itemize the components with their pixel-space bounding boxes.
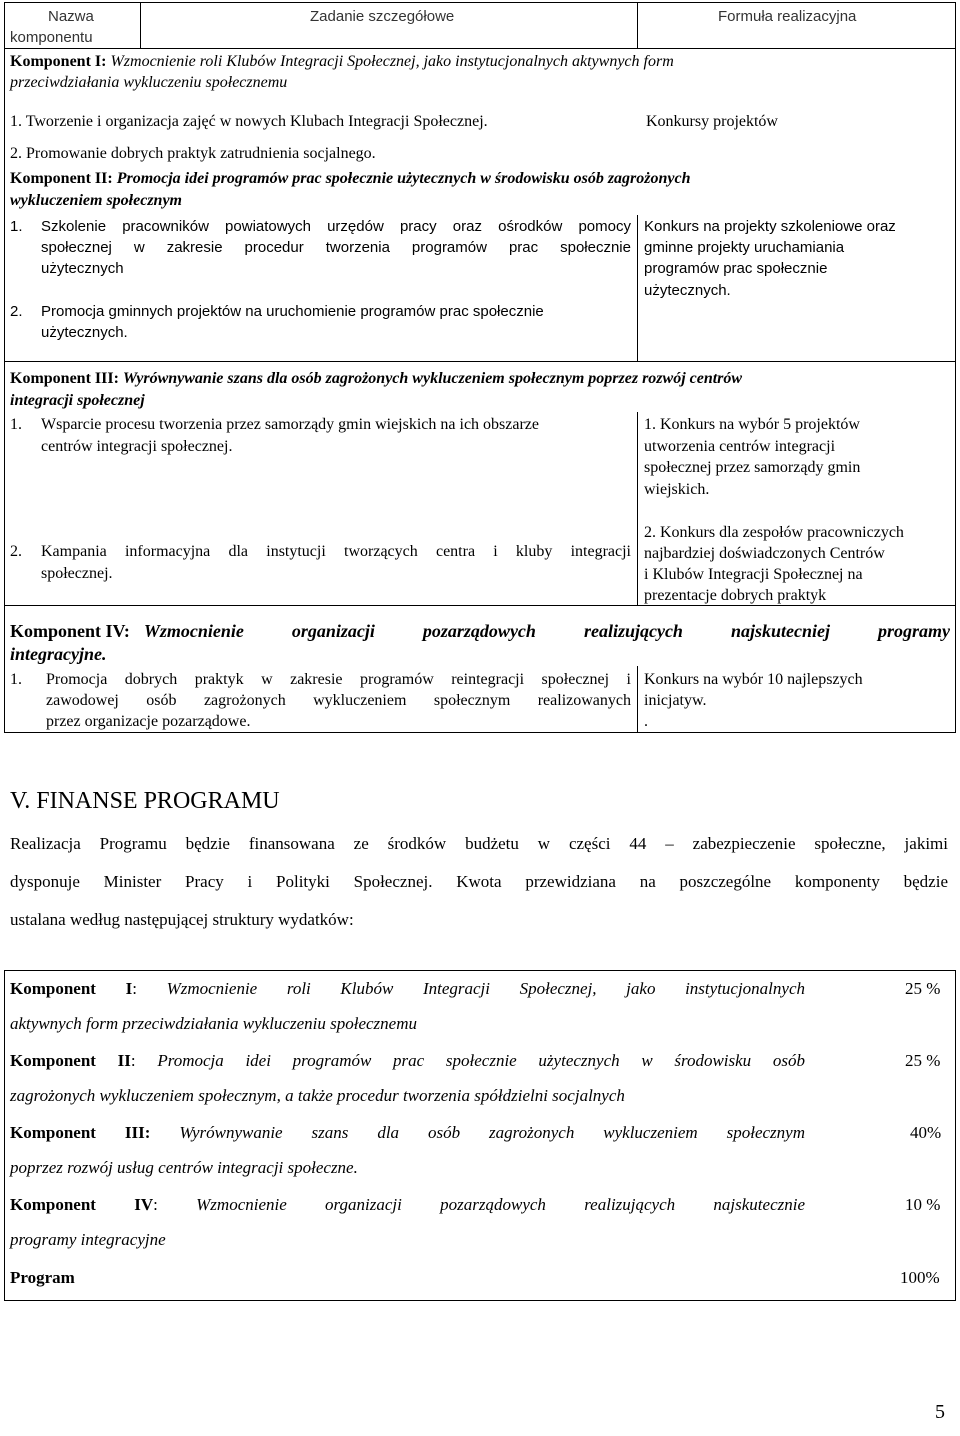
k4-task1-line2: zawodowej osób zagrożonych wykluczeniem społecznym realizowanych: [46, 692, 631, 709]
k3-formula2-line2: najbardziej doświadczonych Centrów: [644, 545, 885, 562]
k4-task1-line3: przez organizacje pozarządowe.: [46, 713, 251, 730]
table-border-top: [4, 2, 956, 3]
budget-row-4-line2: programy integracyjne: [10, 1230, 166, 1249]
k2-formula-line2: gminne projekty uruchamiania: [644, 239, 845, 256]
page-number: 5: [935, 1401, 945, 1423]
k4-col-divider: [637, 666, 638, 733]
k2-bottom-line: [4, 361, 956, 362]
section-heading: V. FINANSE PROGRAMU: [10, 788, 280, 814]
k4-title-line2: integracyjne.: [10, 644, 107, 664]
budget-border-right: [955, 970, 956, 1301]
k3-formula2-line3: i Klubów Integracji Społecznej na: [644, 566, 863, 583]
k2-task1-num: 1.: [10, 218, 23, 235]
section-paragraph-line1: Realizacja Programu będzie finansowana ze środków budżetu w części 44 – zabezpieczenie społeczne, jakimi: [10, 834, 948, 853]
k3-formula1-line3: społecznej przez samorządy gmin: [644, 459, 861, 476]
k2-task2-line2: użytecznych.: [41, 324, 128, 341]
budget-row-3-line2: poprzez rozwój usług centrów integracji społeczne.: [10, 1158, 358, 1177]
budget-total-label: Program: [10, 1268, 75, 1287]
header-col2: Zadanie szczegółowe: [310, 8, 455, 25]
header-divider-2: [637, 2, 638, 49]
k4-formula-line3: .: [644, 713, 648, 730]
k1-task1: 1. Tworzenie i organizacja zajęć w nowych Klubach Integracji Społecznej.: [10, 113, 488, 130]
k3-task2-line2: społecznej.: [41, 565, 113, 582]
header-col1-line2: komponentu: [10, 29, 93, 46]
budget-border-left: [4, 970, 5, 1301]
k3-task2-line1: Kampania informacyjna dla instytucji tworzących centra i kluby integracji: [41, 543, 631, 560]
k3-task1-num: 1.: [10, 416, 22, 433]
k4-task1-line1: Promocja dobrych praktyk w zakresie programów reintegracji społecznej i: [46, 671, 631, 688]
section-paragraph-line2: dysponuje Minister Pracy i Polityki Społecznej. Kwota przewidziana na poszczególne komponenty będzie: [10, 872, 948, 891]
k3-title: Komponent III: Wyrównywanie szans dla osób zagrożonych wykluczeniem społecznym poprzez rozwój centrów: [10, 370, 743, 387]
k3-title-line2: integracji społecznej: [10, 392, 145, 409]
k2-task1-line2: społecznej w zakresie procedur tworzenia programów prac społecznie: [41, 239, 631, 256]
k2-formula-line3: programów prac społecznie: [644, 260, 828, 277]
header-row-line: [4, 48, 956, 49]
budget-row-2-line2: zagrożonych wykluczeniem społecznym, a także procedur tworzenia spółdzielni socjalnych: [10, 1086, 625, 1105]
k3-formula1-line1: 1. Konkurs na wybór 5 projektów: [644, 416, 860, 433]
k3-formula2-line1: 2. Konkurs dla zespołów pracowniczych: [644, 524, 904, 541]
k2-title-line2: wykluczeniem społecznym: [10, 192, 182, 209]
k4-title: Komponent IV: Wzmocnienie organizacji pozarządowych realizujących najskutecniej programy: [10, 621, 950, 641]
k2-task1-line1: Szkolenie pracowników powiatowych urzędów pracy oraz ośrodków pomocy: [41, 218, 631, 235]
k3-formula1-line2: utworzenia centrów integracji: [644, 438, 836, 455]
k3-task1-line1: Wsparcie procesu tworzenia przez samorządy gmin wiejskich na ich obszarze: [41, 416, 539, 433]
k3-formula2-line4: prezentacje dobrych praktyk: [644, 587, 827, 604]
k3-task1-line2: centrów integracji społecznej.: [41, 438, 233, 455]
budget-border-bottom: [4, 1300, 956, 1301]
k2-title: Komponent II: Promocja idei programów prac społecznie użytecznych w środowisku osób zagrożonych: [10, 170, 691, 187]
budget-row-2-pct: 25 %: [905, 1051, 941, 1070]
header-divider-1: [140, 2, 141, 49]
k1-formula: Konkursy projektów: [646, 113, 778, 130]
k2-col-divider: [637, 215, 638, 361]
k1-task2: 2. Promowanie dobrych praktyk zatrudnienia socjalnego.: [10, 145, 376, 162]
table-border-right: [955, 2, 956, 733]
budget-row-1-pct: 25 %: [905, 979, 941, 998]
budget-row-1-line2: aktywnych form przeciwdziałania wykluczeniu społecznemu: [10, 1014, 417, 1033]
k4-formula-line1: Konkurs na wybór 10 najlepszych: [644, 671, 863, 688]
budget-row-1-line1: Komponent I: Wzmocnienie roli Klubów Integracji Społecznej, jako instytucjonalnych: [10, 979, 805, 998]
budget-row-4-pct: 10 %: [905, 1195, 941, 1214]
table-border-left: [4, 2, 5, 733]
k2-formula-line1: Konkurs na projekty szkoleniowe oraz: [644, 218, 896, 235]
budget-total-pct: 100%: [900, 1268, 940, 1287]
k4-formula-line2: inicjatyw.: [644, 692, 707, 709]
budget-row-2-line1: Komponent II: Promocja idei programów prac społecznie użytecznych w środowisku osób: [10, 1051, 805, 1070]
budget-row-4-line1: Komponent IV: Wzmocnienie organizacji pozarządowych realizujących najskutecznie: [10, 1195, 805, 1214]
k2-formula-line4: użytecznych.: [644, 282, 731, 299]
header-col1-line1: Nazwa: [48, 8, 94, 25]
k1-title: Komponent I: Wzmocnienie roli Klubów Integracji Społecznej, jako instytucjonalnych aktywnych form: [10, 53, 674, 70]
k2-task2-num: 2.: [10, 303, 23, 320]
section-paragraph-line3: ustalana według następującej struktury wydatków:: [10, 910, 354, 929]
k2-task2-line1: Promocja gminnych projektów na uruchomienie programów prac społecznie: [41, 303, 544, 320]
budget-row-3-line1: Komponent III: Wyrównywanie szans dla osób zagrożonych wykluczeniem społecznym: [10, 1123, 805, 1142]
k4-task1-num: 1.: [10, 671, 22, 688]
k3-task2-num: 2.: [10, 543, 22, 560]
k3-formula1-line4: wiejskich.: [644, 481, 710, 498]
header-col3: Formuła realizacyjna: [718, 8, 857, 25]
budget-row-3-pct: 40%: [910, 1123, 942, 1142]
k3-col-divider: [637, 412, 638, 605]
k2-task1-line3: użytecznych: [41, 260, 124, 277]
k1-title-line2: przeciwdziałania wykluczeniu społecznemu: [10, 74, 288, 91]
table-border-bottom: [4, 732, 956, 733]
